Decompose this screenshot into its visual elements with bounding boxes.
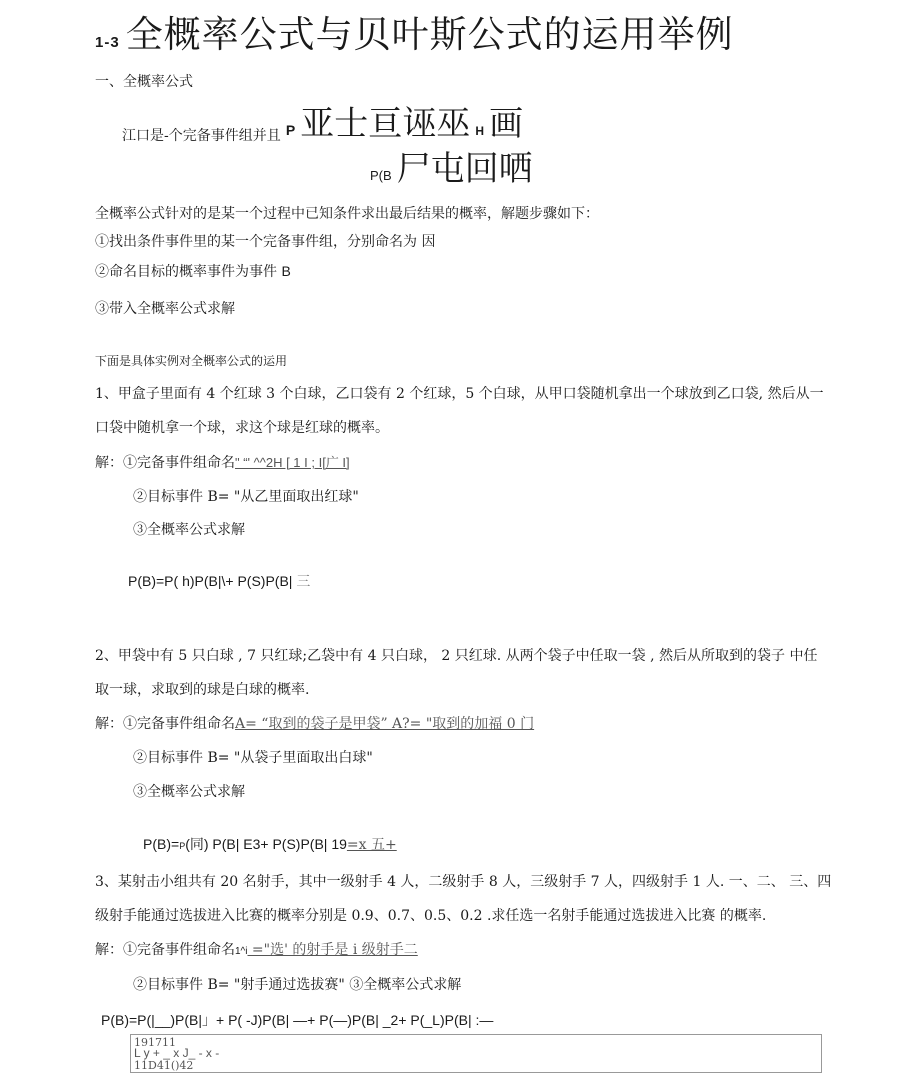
solution-prefix: 解：①完备事件组命名 — [95, 716, 235, 732]
definition-line-2 — [370, 141, 533, 190]
solution-garbled: ="选' 的射手是 i 级射手二 — [247, 942, 418, 958]
solution-garbled: A= “取到的袋子是甲袋” A?= "取到的加福 0 门 — [235, 716, 535, 732]
example-2-problem-line-2: 取一球，求取到的球是白球的概率. — [95, 682, 310, 698]
definition-end: 画 — [489, 104, 524, 144]
example-1-step-3: ③全概率公式求解 — [133, 522, 245, 538]
solution-prefix: 解：①完备事件组命名 — [95, 455, 235, 471]
example-1-formula — [128, 571, 310, 591]
formula-end: =x 五+ — [346, 837, 397, 853]
example-1-problem-line-2: 口袋中随机拿一个球，求这个球是红球的概率。 — [95, 420, 389, 436]
step-2-text: ②命名目标的概率事件为事件 — [95, 264, 277, 280]
box-line-2: L y + _ x J_ - x - — [134, 1046, 220, 1060]
formula-text: P(B)=P( h)P(B|\+ P(S)P(B| — [128, 573, 293, 589]
example-3-formula: P(B)=P(|__)P(B|」+ P( -J)P(B| —+ P(—)P(B| _2+ P(_L)P(B| :— — [101, 1012, 494, 1028]
definition-h: H — [475, 124, 485, 138]
title-text: 全概率公式与贝叶斯公式的运用举例 — [125, 13, 734, 56]
step-2-b: B — [281, 263, 291, 279]
definition-big-text-2: 尸屯回哂 — [396, 149, 533, 189]
solution-prefix: 解：①完备事件组命名 — [95, 942, 235, 958]
example-3-solution — [95, 939, 418, 959]
example-2-step-3: ③全概率公式求解 — [133, 784, 245, 800]
step-1: ①找出条件事件里的某一个完备事件组，分别命名为 因 — [95, 234, 436, 250]
example-3-target: ②目标事件 B= "射手通过选拔赛" ③全概率公式求解 — [133, 977, 462, 993]
intro-paragraph: 全概率公式针对的是某一个过程中已知条件求出最后结果的概率，解题步骤如下： — [95, 206, 599, 222]
box-line-3: 11D41()42 — [134, 1059, 194, 1072]
formula-box — [130, 1034, 822, 1073]
step-3: ③带入全概率公式求解 — [95, 301, 235, 317]
definition-line-1 — [122, 96, 524, 144]
example-1-solution — [95, 452, 350, 472]
example-3-problem-line-1: 3、某射击小组共有 20 名射手，其中一级射手 4 人，二级射手 8 人，三级射手 7 人，四级射手 1 人. 一、二、 三、四 — [95, 874, 832, 890]
example-3-problem-line-2: 级射手能通过选拔进入比赛的概率分别是 0.9、0.7、0.5、0.2 .求任选一名射手能通过选拔进入比赛 的概率. — [95, 908, 767, 924]
solution-garbled: " “' ^^2H [ 1 I ; I[广 I] — [235, 455, 350, 470]
solution-small: 1^i — [235, 946, 248, 957]
section-heading: 一、全概率公式 — [95, 74, 193, 90]
definition-pb: P(B — [370, 168, 392, 183]
formula-p: P — [179, 841, 186, 851]
example-2-solution — [95, 713, 534, 733]
definition-big-text: 亚士亘诬巫 — [300, 104, 471, 144]
example-1-target: ②目标事件 B= "从乙里面取出红球" — [133, 489, 359, 505]
example-1-problem-line-1: 1、甲盒子里面有 4 个红球 3 个白球，乙口袋有 2 个红球，5 个白球，从甲口袋随机拿出一个球放到乙口袋, 然后从一 — [95, 386, 824, 402]
example-2-target: ②目标事件 B= "从袋子里面取出白球" — [133, 750, 373, 766]
examples-intro: 下面是具体实例对全概率公式的运用 — [95, 354, 288, 368]
formula-end: 三 — [296, 574, 311, 590]
definition-p: P — [285, 122, 296, 138]
example-2-problem-line-1: 2、甲袋中有 5 只白球 , 7 只红球;乙袋中有 4 只白球， 2 只红球. 从两个袋子中任取一袋 , 然后从所取到的袋子 中任 — [95, 648, 818, 664]
page-title — [95, 4, 734, 58]
step-2 — [95, 261, 291, 281]
formula-b: (同) P(B| E3+ P(S)P(B| 19 — [185, 836, 347, 852]
formula-a: P(B)= — [143, 836, 180, 852]
definition-prefix: 江口是-个完备事件组并且 — [122, 128, 281, 144]
box-line-1: 191711 — [134, 1036, 176, 1049]
example-2-formula — [143, 834, 397, 854]
title-number: 1-3 — [95, 34, 120, 51]
